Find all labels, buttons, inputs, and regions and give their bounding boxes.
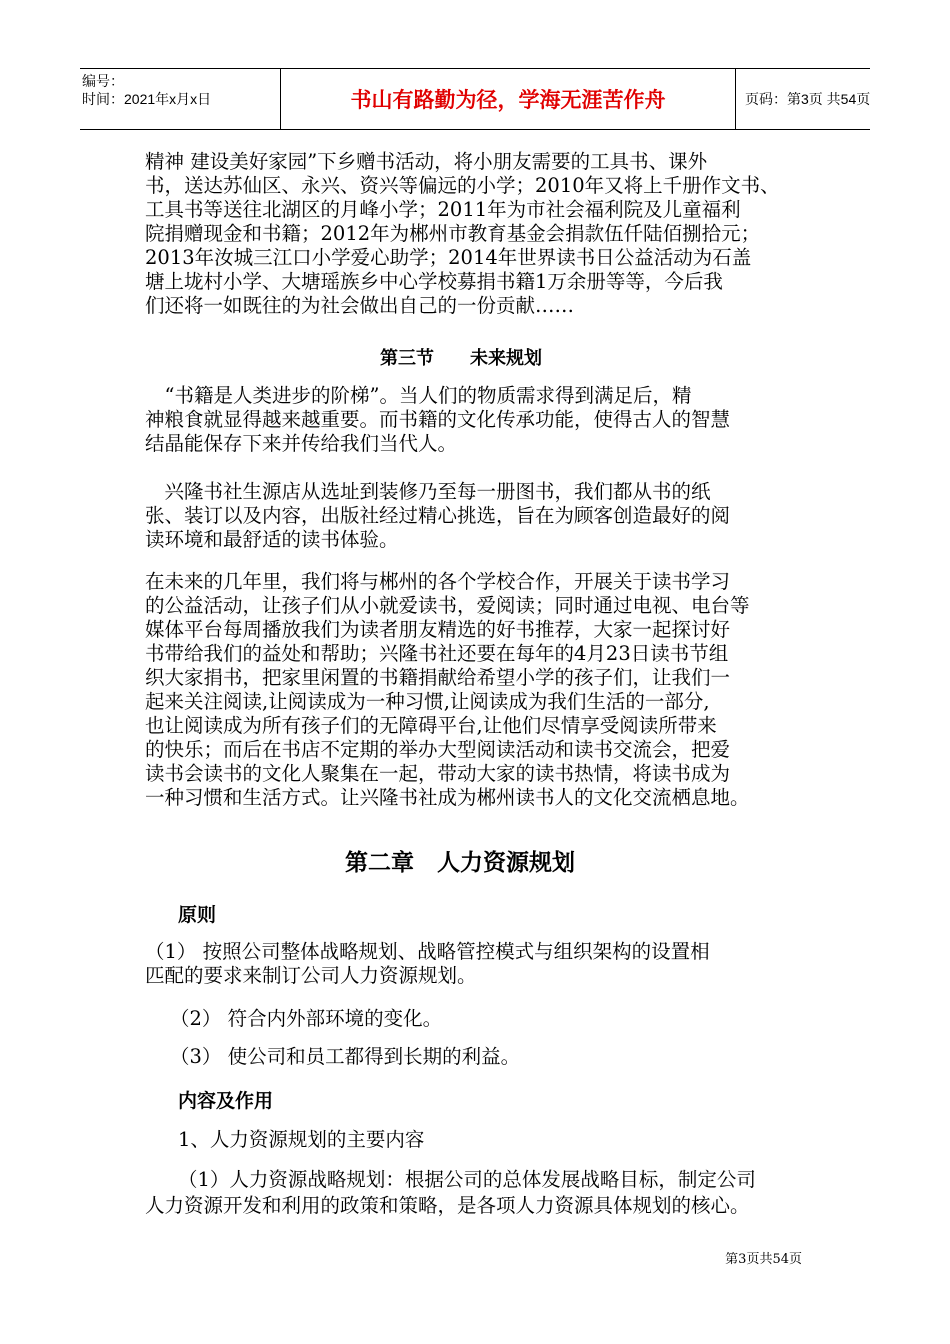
paragraph-charity: 精神 建设美好家园”下乡赠书活动，将小朋友需要的工具书、课外 书，送达苏仙区、永兴、资兴等偏远的小学；2010年又将上千册作文书、 工具书等送往北湖区的月峰小学；2011年为市社会福利院及儿童福利 院捐赠现金和书籍；2012年为郴州市教育基金会捐款伍仟陆佰捌拾元； 2013年汝城三江口小学爱心助学；2014年世界读书日公益活动为石盖 塘上垅村小学、大塘瑶族乡中心学校募捐书籍1万余册等等，今后我 们还将一如既往的为社会做出自己的一份贡献…… [145,150,780,317]
content-item-2-cont: 人力资源开发和利用的政策和策略，是各项人力资源具体规划的核心。 [145,1194,750,1217]
header-number: 编号： [82,73,124,89]
header-time: 时间：2021年x月x日 [82,91,212,107]
header-page-label: 页码：第3页 共54页 [745,91,871,107]
content-item-1: 1、人力资源规划的主要内容 [178,1128,425,1151]
principle-3: （3） 使公司和员工都得到长期的利益。 [170,1045,521,1068]
page-header [80,68,870,130]
principle-2: （2） 符合内外部环境的变化。 [170,1007,443,1030]
paragraph-future: 在未来的几年里，我们将与郴州的各个学校合作，开展关于读书学习 的公益活动，让孩子们从小就爱读书，爱阅读；同时通过电视、电台等 媒体平台每周播放我们为读者朋友精选的好书推荐，大家一起探讨好 书带给我们的益处和帮助；兴隆书社还要在每年的4月23日读书节组 织大家捐书，把家里闲置的书籍捐献给希望小学的孩子们，让我们一 起来关注阅读,让阅读成为一种习惯,让阅读成为我们生活的一部分, 也让阅读成为所有孩子们的无障碍平台,让他们尽情享受阅读所带来 的快乐；而后在书店不定期的举办大型阅读活动和读书交流会，把爱 读书会读书的文化人聚集在一起，带动大家的读书热情，将读书成为 一种习惯和生活方式。让兴隆书社成为郴州读书人的文化交流栖息地。 [145,570,750,809]
header-meta [80,69,280,129]
principle-1: （1） 按照公司整体战略规划、战略管控模式与组织架构的设置相 匹配的要求来制订公司人力资源规划。 [145,940,710,987]
paragraph-books: “书籍是人类进步的阶梯”。当人们的物质需求得到满足后，精 神粮食就显得越来越重要。而书籍的文化传承功能，使得古人的智慧 结晶能保存下来并传给我们当代人。 [145,384,731,455]
principle-heading: 原则 [178,904,217,926]
header-motto: 书山有路勤为径，学海无涯苦作舟 [280,69,736,129]
content-heading: 内容及作用 [178,1090,274,1112]
page-footer: 第3页共54页 [725,1252,802,1267]
chapter-title: 第二章 人力资源规划 [345,850,575,876]
section-title: 第三节 未来规划 [380,348,542,369]
content-item-2: （1）人力资源战略规划：根据公司的总体发展战略目标，制定公司 [178,1168,756,1191]
paragraph-store: 兴隆书社生源店从选址到装修乃至每一册图书，我们都从书的纸 张、装订以及内容，出版社经过精心挑选，旨在为顾客创造最好的阅 读环境和最舒适的读书体验。 [145,480,731,551]
